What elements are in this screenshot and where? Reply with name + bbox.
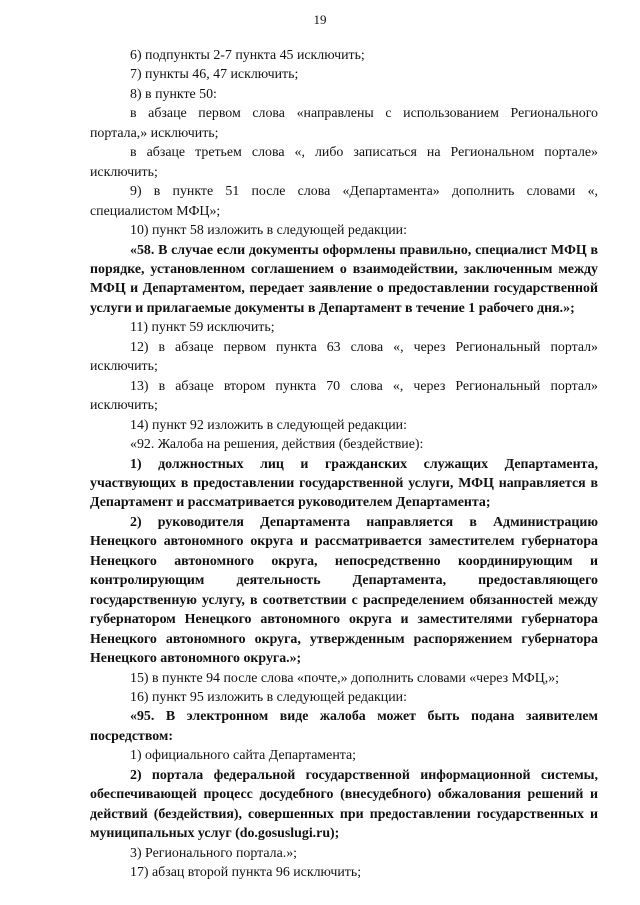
paragraph-item-16: 16) пункт 95 изложить в следующей редакции: bbox=[130, 689, 407, 705]
paragraph-clause-95: «95. В электронном виде жалоба может быть подана заявителем посредством: bbox=[90, 709, 598, 744]
paragraph-clause-95-sub-1: 1) официального сайта Департамента; bbox=[130, 748, 357, 764]
paragraph-item-8: 8) в пункте 50: bbox=[130, 86, 217, 102]
paragraph-item-6: 6) подпункты 2-7 пункта 45 исключить; bbox=[130, 48, 365, 63]
paragraph-clause-95-sub-2: 2) портала федеральной государственной информационной системы, обеспечивающей процесс досудебного (внесудебного) обжалования решений и действий (бездействия), совершенных при предоставлении государственных и муниципальных услуг (do.gosuslugi.ru); bbox=[90, 767, 598, 842]
paragraph-item-13: 13) в абзаце втором пункта 70 слова «, через Региональный портал» исключить; bbox=[90, 378, 598, 414]
paragraph-item-12: 12) в абзаце первом пункта 63 слова «, через Региональный портал» исключить; bbox=[90, 339, 598, 375]
paragraph-item-11: 11) пункт 59 исключить; bbox=[130, 320, 275, 336]
paragraph-item-17: 17) абзац второй пункта 96 исключить; bbox=[130, 865, 362, 881]
paragraph-item-8-first-indent: в абзаце первом слова «направлены с использованием Регионального портала,» исключить; bbox=[90, 106, 598, 141]
paragraph-item-15: 15) в пункте 94 после слова «почте,» дополнить словами «через МФЦ,»; bbox=[130, 670, 560, 686]
paragraph-clause-95-sub-3: 3) Регионального портала.»; bbox=[130, 845, 298, 861]
paragraph-clause-92-sub-2: 2) руководителя Департамента направляется в Администрацию Ненецкого автономного округа и рассматривается заместителем губернатора Ненецкого автономного округа, непосредственно координирующим и контролирующим деятельность Департамента, предоставляющего государственную услугу, в соответствии с распределением обязанностей между губернатором Ненецкого автономного округа и заместителями губернатора Ненецкого автономного округа, утвержденным распоряжением губернатора Ненецкого автономного округа.»; bbox=[90, 514, 598, 667]
paragraph-item-7: 7) пункты 46, 47 исключить; bbox=[130, 67, 299, 83]
paragraph-item-9: 9) в пункте 51 после слова «Департамента» дополнить словами «, специалистом МФЦ»; bbox=[90, 184, 598, 219]
paragraph-item-10: 10) пункт 58 изложить в следующей редакции: bbox=[130, 223, 407, 239]
paragraph-clause-92-sub-1: 1) должностных лиц и гражданских служащих Департамента, участвующих в предоставлении государственной услуги, МФЦ направляется в Департамент и рассматривается руководителем Департамента; bbox=[90, 456, 598, 511]
page-number: 19 bbox=[313, 12, 327, 27]
paragraph-item-8-third-indent: в абзаце третьем слова «, либо записаться на Региональном портале» исключить; bbox=[90, 145, 598, 180]
paragraph-clause-58: «58. В случае если документы оформлены правильно, специалист МФЦ в порядке, установленном соглашением о взаимодействии, заключенным между МФЦ и Департаментом, передает заявление о предоставлении государственной услуги и прилагаемые документы в Департамент в течение 1 рабочего дня.»; bbox=[90, 242, 598, 316]
document-body bbox=[90, 46, 598, 882]
paragraph-item-14: 14) пункт 92 изложить в следующей редакции: bbox=[130, 417, 407, 433]
paragraph-clause-92: «92. Жалоба на решения, действия (бездействие): bbox=[130, 437, 424, 453]
